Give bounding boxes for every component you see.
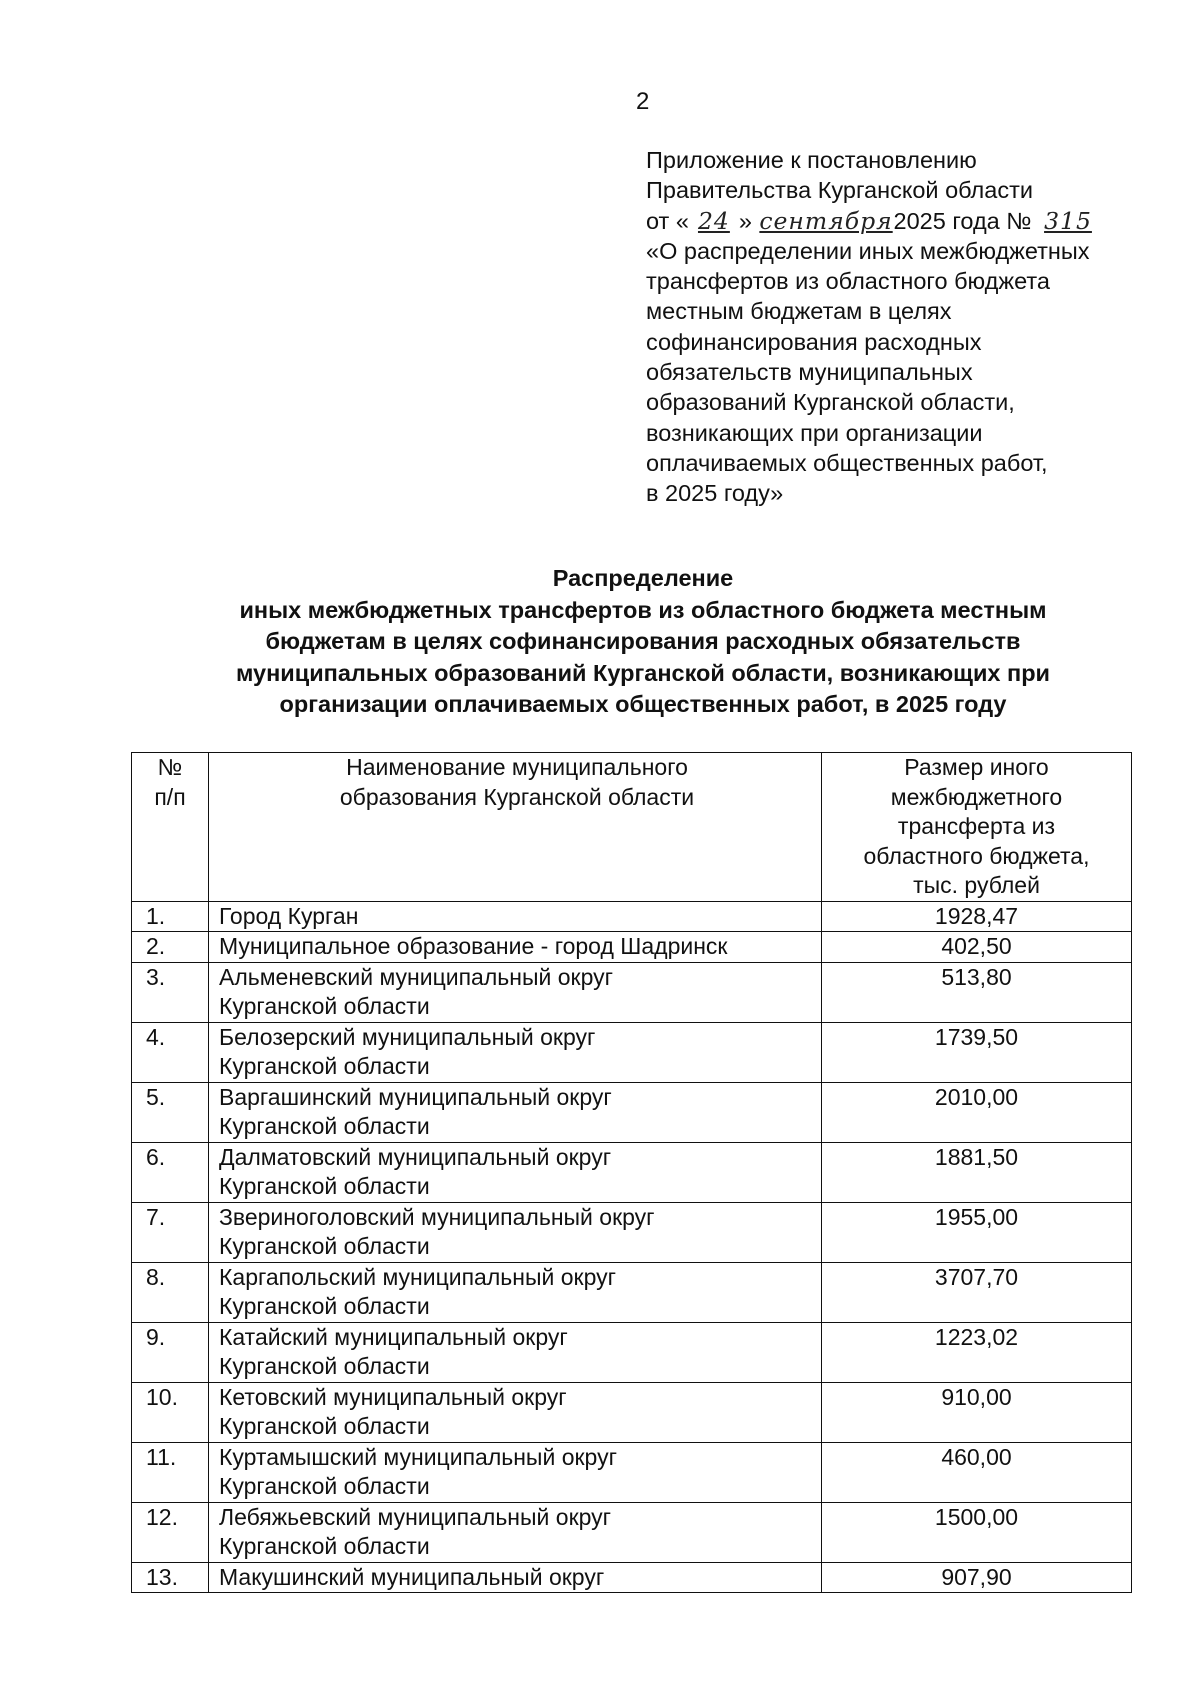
row-municipality-name bbox=[209, 1382, 822, 1442]
title-line: бюджетам в целях софинансирования расходных обязательств bbox=[265, 628, 1021, 654]
title-line: Распределение bbox=[552, 565, 734, 591]
appendix-desc-line: образований Курганской области, bbox=[646, 389, 1015, 416]
header-name-line-1: Наименование муниципального bbox=[346, 754, 688, 780]
appendix-date-line bbox=[646, 206, 1146, 236]
handwritten-month: сентября bbox=[759, 206, 893, 235]
row-municipality-name bbox=[209, 901, 822, 932]
row-number: 10. bbox=[132, 1382, 209, 1442]
row-municipality-name bbox=[209, 1082, 822, 1142]
row-transfer-amount: 3707,70 bbox=[822, 1262, 1132, 1322]
row-transfer-amount: 402,50 bbox=[822, 932, 1132, 963]
row-number: 3. bbox=[132, 962, 209, 1022]
row-number: 5. bbox=[132, 1082, 209, 1142]
row-name-line: Куртамышский муниципальный округ bbox=[219, 1443, 617, 1470]
table-row bbox=[132, 1382, 1132, 1442]
row-municipality-name bbox=[209, 1022, 822, 1082]
appendix-desc-line: оплачиваемых общественных работ, bbox=[646, 449, 1048, 476]
row-municipality-name bbox=[209, 1142, 822, 1202]
row-number: 11. bbox=[132, 1442, 209, 1502]
row-name-line: Варгашинский муниципальный округ bbox=[219, 1083, 612, 1110]
row-name-line: Курганской области bbox=[219, 1353, 430, 1379]
appendix-desc-line: софинансирования расходных bbox=[646, 328, 982, 355]
row-name-line: Кетовский муниципальный округ bbox=[219, 1383, 567, 1410]
row-name-line: Курганской области bbox=[219, 1533, 430, 1559]
header-name-line-2: образования Курганской области bbox=[339, 783, 695, 810]
header-number bbox=[132, 753, 209, 902]
row-transfer-amount: 1881,50 bbox=[822, 1142, 1132, 1202]
row-transfer-amount: 910,00 bbox=[822, 1382, 1132, 1442]
row-name-line: Курганской области bbox=[219, 1473, 430, 1499]
row-name-line: Курганской области bbox=[219, 1113, 430, 1139]
handwritten-decree-number: 315 bbox=[1044, 206, 1092, 235]
appendix-desc-line: в 2025 году» bbox=[646, 480, 784, 507]
row-name-line: Катайский муниципальный округ bbox=[219, 1323, 568, 1350]
table-row bbox=[132, 1022, 1132, 1082]
row-transfer-amount: 1223,02 bbox=[822, 1322, 1132, 1382]
row-name-line: Курганской области bbox=[219, 993, 430, 1019]
row-municipality-name bbox=[209, 1262, 822, 1322]
appendix-desc-line: местным бюджетам в целях bbox=[646, 298, 952, 325]
table-row bbox=[132, 1262, 1132, 1322]
document-title bbox=[120, 563, 1166, 721]
row-number: 6. bbox=[132, 1142, 209, 1202]
row-municipality-name bbox=[209, 1502, 822, 1562]
row-name-line: Белозерский муниципальный округ bbox=[219, 1023, 596, 1050]
appendix-desc-line: трансфертов из областного бюджета bbox=[646, 268, 1050, 295]
header-number-line-1: № bbox=[157, 754, 183, 780]
table-row bbox=[132, 1142, 1132, 1202]
row-transfer-amount: 1500,00 bbox=[822, 1502, 1132, 1562]
header-value-line: межбюджетного bbox=[890, 783, 1063, 810]
table-header-row bbox=[132, 753, 1132, 902]
row-name-line: Курганской области bbox=[219, 1413, 430, 1439]
handwritten-day: 24 bbox=[697, 206, 730, 235]
row-name-line: Курганской области bbox=[219, 1293, 430, 1319]
row-name-line: Макушинский муниципальный округ bbox=[219, 1563, 605, 1590]
table-row bbox=[132, 932, 1132, 963]
header-name bbox=[209, 753, 822, 902]
header-value-line: тыс. рублей bbox=[913, 872, 1040, 898]
appendix-block bbox=[646, 145, 1146, 509]
row-name-line: Звериноголовский муниципальный округ bbox=[219, 1203, 655, 1230]
table-row bbox=[132, 901, 1132, 932]
row-name-line: Лебяжьевский муниципальный округ bbox=[219, 1503, 612, 1530]
row-transfer-amount: 1739,50 bbox=[822, 1022, 1132, 1082]
row-municipality-name bbox=[209, 1442, 822, 1502]
row-number: 9. bbox=[132, 1322, 209, 1382]
row-number: 8. bbox=[132, 1262, 209, 1322]
date-prefix: от « bbox=[646, 207, 689, 234]
table-row bbox=[132, 1502, 1132, 1562]
appendix-desc-line: обязательств муниципальных bbox=[646, 359, 973, 386]
header-value-line: областного бюджета, bbox=[863, 842, 1090, 869]
title-line: муниципальных образований Курганской области, возникающих при bbox=[235, 659, 1051, 686]
row-municipality-name bbox=[209, 1322, 822, 1382]
row-municipality-name bbox=[209, 932, 822, 963]
row-number: 7. bbox=[132, 1202, 209, 1262]
row-name-line: Альменевский муниципальный округ bbox=[219, 963, 613, 990]
row-number: 1. bbox=[132, 901, 209, 932]
header-value-line: трансферта из bbox=[897, 813, 1056, 839]
table-row bbox=[132, 962, 1132, 1022]
appendix-line-2: Правительства Курганской области bbox=[646, 177, 1033, 204]
row-name-line: Муниципальное образование - город Шадринск bbox=[219, 933, 728, 959]
row-name-line: Курганской области bbox=[219, 1233, 430, 1259]
row-number: 2. bbox=[132, 932, 209, 963]
distribution-table bbox=[131, 752, 1132, 1593]
row-name-line: Далматовский муниципальный округ bbox=[219, 1143, 612, 1170]
header-value bbox=[822, 753, 1132, 902]
row-municipality-name bbox=[209, 1202, 822, 1262]
table-body bbox=[132, 901, 1132, 1593]
title-line: иных межбюджетных трансфертов из областного бюджета местным bbox=[239, 596, 1047, 623]
row-transfer-amount: 1928,47 bbox=[822, 901, 1132, 932]
page-number: 2 bbox=[636, 88, 650, 115]
row-number: 12. bbox=[132, 1502, 209, 1562]
date-year: 2025 года № bbox=[893, 207, 1032, 234]
table-row bbox=[132, 1562, 1132, 1593]
row-transfer-amount: 513,80 bbox=[822, 962, 1132, 1022]
row-name-line: Курганской области bbox=[219, 1053, 430, 1079]
row-transfer-amount: 2010,00 bbox=[822, 1082, 1132, 1142]
appendix-desc-line: «О распределении иных межбюджетных bbox=[646, 237, 1090, 264]
row-municipality-name bbox=[209, 962, 822, 1022]
row-number: 13. bbox=[132, 1562, 209, 1593]
table-row bbox=[132, 1322, 1132, 1382]
table-row bbox=[132, 1442, 1132, 1502]
row-transfer-amount: 1955,00 bbox=[822, 1202, 1132, 1262]
appendix-line-1: Приложение к постановлению bbox=[646, 147, 977, 173]
table-row bbox=[132, 1202, 1132, 1262]
row-transfer-amount: 907,90 bbox=[822, 1562, 1132, 1593]
row-number: 4. bbox=[132, 1022, 209, 1082]
row-municipality-name bbox=[209, 1562, 822, 1593]
row-name-line: Город Курган bbox=[219, 902, 359, 929]
header-number-line-2: п/п bbox=[154, 783, 186, 810]
title-line: организации оплачиваемых общественных работ, в 2025 году bbox=[279, 691, 1007, 717]
row-name-line: Курганской области bbox=[219, 1173, 430, 1199]
appendix-desc-line: возникающих при организации bbox=[646, 419, 983, 446]
date-mid: » bbox=[738, 207, 752, 234]
row-transfer-amount: 460,00 bbox=[822, 1442, 1132, 1502]
header-value-line: Размер иного bbox=[904, 754, 1049, 780]
row-name-line: Каргапольский муниципальный округ bbox=[219, 1263, 616, 1290]
table-row bbox=[132, 1082, 1132, 1142]
